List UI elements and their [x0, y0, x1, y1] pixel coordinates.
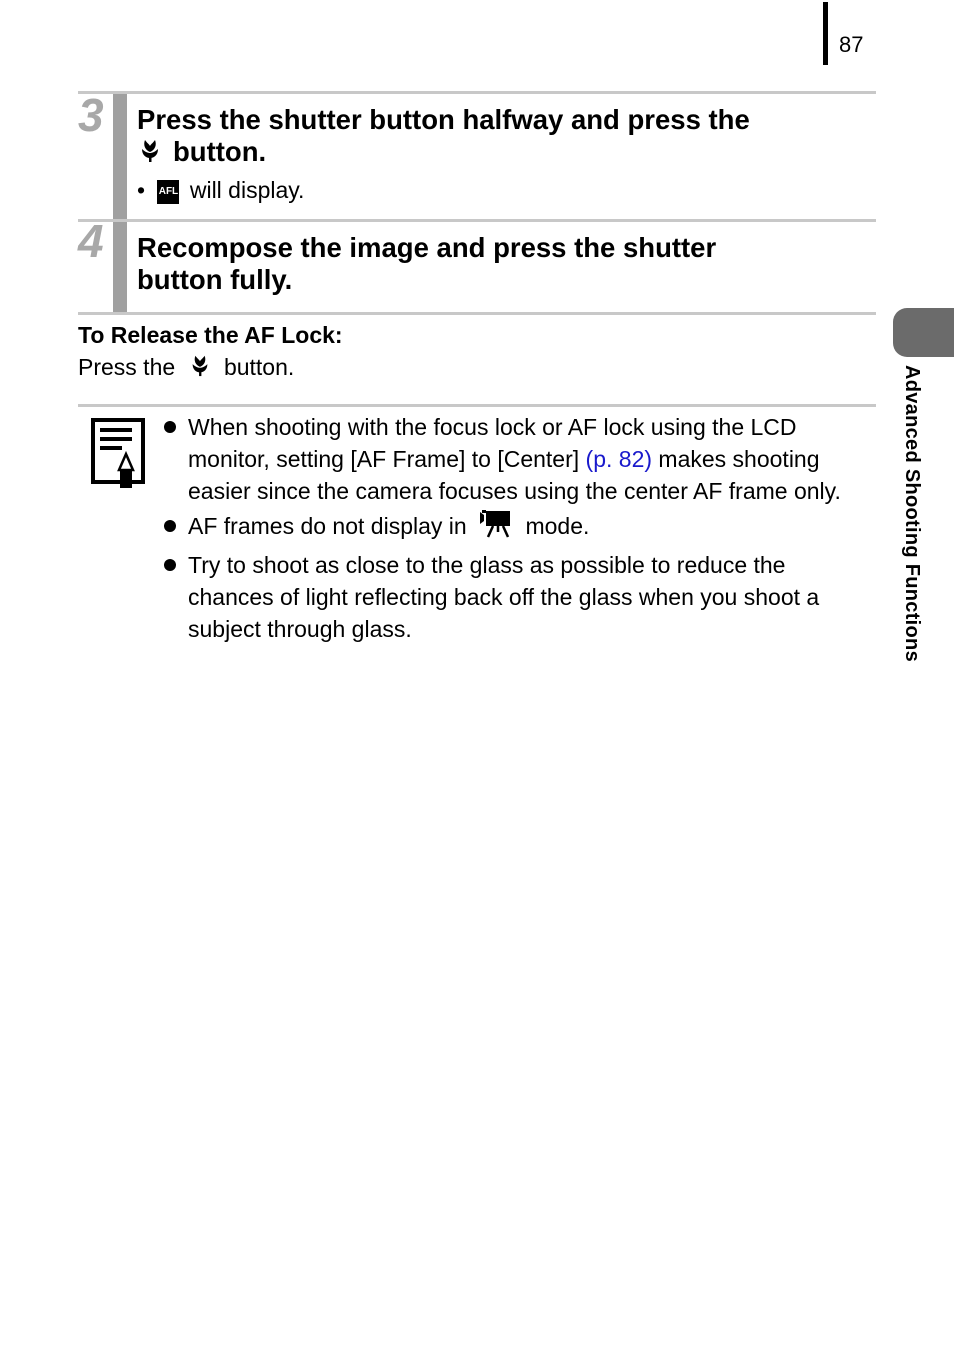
step-4-title-line1: Recompose the image and press the shutter: [137, 232, 717, 263]
step-4-title-line2: button fully.: [137, 264, 293, 295]
step-3-bar: [113, 94, 127, 219]
step-3-number: 3: [78, 89, 104, 141]
divider-middle: [78, 219, 876, 222]
page-link-82[interactable]: (p. 82): [585, 446, 653, 472]
divider-bottom: [78, 312, 876, 315]
bullet-dot: [164, 559, 176, 571]
note-1-text-end: makes shooting easier since the camera focuses using the center AF frame only.: [188, 446, 841, 504]
movie-camera-icon: [479, 510, 513, 546]
list-item: [160, 510, 875, 546]
page-number: 87: [839, 32, 864, 57]
bullet-dot: [164, 421, 176, 433]
step-3-title-text: Press the shutter button halfway and press the: [137, 104, 750, 135]
afl-icon: [157, 180, 179, 204]
note-2-text: AF frames do not display in: [188, 513, 467, 540]
release-text-before: Press the: [78, 354, 176, 380]
chapter-tab: [893, 308, 954, 357]
page-number-bar: [823, 2, 828, 65]
note-3-text: Try to shoot as close to the glass as possible to reduce the chances of light reflecting back off the glass when you shoot a subject through glass.: [188, 552, 820, 642]
step-3-title-end: button.: [173, 136, 267, 167]
step-3-bullet-text: will display.: [189, 177, 305, 203]
bullet-marker: •: [137, 177, 146, 203]
list-item: [160, 549, 875, 645]
macro-flower-icon: [188, 353, 212, 384]
divider-notes: [78, 404, 876, 407]
list-item: [160, 411, 875, 507]
divider-top: [78, 91, 876, 94]
release-heading: To Release the AF Lock:: [78, 322, 343, 348]
step-4-number: 4: [78, 215, 104, 267]
memo-pencil-icon: [91, 418, 145, 495]
chapter-label: Advanced Shooting Functions: [901, 365, 923, 662]
notes-list: [160, 411, 875, 648]
step-4-bar: [113, 222, 127, 312]
bullet-dot: [164, 520, 176, 532]
note-1-text: When shooting with the focus lock or AF lock using the LCD monitor, setting [AF Frame] to [Center]: [188, 414, 797, 472]
step-4-title: [137, 232, 872, 296]
macro-flower-icon: [137, 137, 163, 170]
afl-icon-text: AFL: [158, 185, 179, 197]
note-2-text-end: mode.: [525, 513, 590, 540]
step-3-title: [137, 104, 872, 170]
release-text-after: button.: [223, 354, 295, 380]
step-3-bullet: [137, 175, 304, 205]
release-text: [78, 352, 294, 384]
